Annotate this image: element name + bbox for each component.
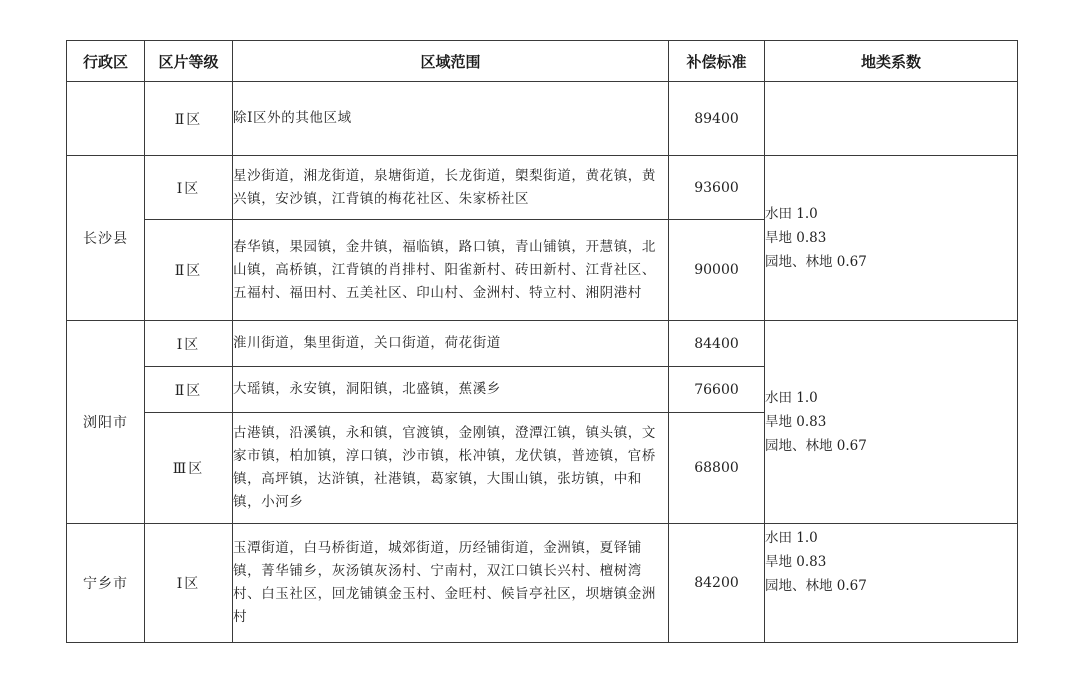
header-coefficient: 地类系数: [765, 41, 1018, 82]
standard-cell: 93600: [669, 156, 765, 220]
region-cell: 古港镇，沿溪镇，永和镇，官渡镇，金刚镇，澄潭江镇，镇头镇，文家市镇，柏加镇，淳口镇，沙市镇，枨冲镇，龙伏镇，普迹镇，官桥镇，高坪镇，达浒镇，社港镇，葛家镇，大围山镇，张坊镇，中和镇，小河乡: [233, 413, 669, 524]
header-standard: 补偿标准: [669, 41, 765, 82]
coefficient-cell: [765, 156, 1018, 321]
coef-paddy: 水田 1.0: [765, 390, 818, 406]
grade-cell: Ⅱ区: [145, 367, 233, 413]
grade-cell: Ⅰ区: [145, 524, 233, 643]
table-row: [67, 82, 1018, 156]
coef-dry: 旱地 0.83: [765, 554, 827, 570]
district-cell: 宁乡市: [67, 524, 145, 643]
region-cell: 大瑶镇，永安镇，洞阳镇，北盛镇，蕉溪乡: [233, 367, 669, 413]
coef-paddy: 水田 1.0: [765, 530, 818, 546]
header-grade: 区片等级: [145, 41, 233, 82]
grade-cell: Ⅰ区: [145, 156, 233, 220]
region-cell: 星沙街道，湘龙街道，泉塘街道，长龙街道，㮾梨街道，黄花镇，黄兴镇，安沙镇，江背镇的梅花社区、朱家桥社区: [233, 156, 669, 220]
standard-cell: 84200: [669, 524, 765, 643]
header-district: 行政区: [67, 41, 145, 82]
grade-cell: Ⅱ区: [145, 220, 233, 321]
grade-cell: Ⅱ区: [145, 82, 233, 156]
region-cell: 淮川街道，集里街道，关口街道，荷花街道: [233, 321, 669, 367]
coef-dry: 旱地 0.83: [765, 414, 827, 430]
header-row: [67, 41, 1018, 82]
compensation-table: [66, 40, 1018, 643]
district-cell: 长沙县: [67, 156, 145, 321]
coef-paddy: 水田 1.0: [765, 206, 818, 222]
table-row: [67, 524, 1018, 643]
coef-dry: 旱地 0.83: [765, 230, 827, 246]
standard-cell: 84400: [669, 321, 765, 367]
coef-garden: 园地、林地 0.67: [765, 578, 867, 594]
district-cell-empty: [67, 82, 145, 156]
grade-cell: Ⅲ区: [145, 413, 233, 524]
table-row: [67, 321, 1018, 367]
header-region: 区域范围: [233, 41, 669, 82]
region-cell: 春华镇，果园镇，金井镇，福临镇，路口镇，青山铺镇，开慧镇，北山镇，高桥镇，江背镇的肖排村、阳雀新村、砖田新村、江背社区、五福村、福田村、五美社区、印山村、金洲村、特立村、湘阴港村: [233, 220, 669, 321]
coefficient-cell-empty: [765, 82, 1018, 156]
table-row: [67, 156, 1018, 220]
coef-garden: 园地、林地 0.67: [765, 254, 867, 270]
coefficient-cell: [765, 321, 1018, 524]
district-cell: 浏阳市: [67, 321, 145, 524]
coef-garden: 园地、林地 0.67: [765, 438, 867, 454]
standard-cell: 76600: [669, 367, 765, 413]
coefficient-cell: [765, 524, 1018, 643]
standard-cell: 89400: [669, 82, 765, 156]
region-cell: 除Ⅰ区外的其他区域: [233, 82, 669, 156]
standard-cell: 90000: [669, 220, 765, 321]
grade-cell: Ⅰ区: [145, 321, 233, 367]
region-cell: 玉潭街道，白马桥街道，城郊街道，历经铺街道，金洲镇，夏铎铺镇，菁华铺乡，灰汤镇灰汤村、宁南村，双江口镇长兴村、檀树湾村、白玉社区，回龙铺镇金玉村、金旺村、候旨亭社区，坝塘镇金洲村: [233, 524, 669, 643]
standard-cell: 68800: [669, 413, 765, 524]
